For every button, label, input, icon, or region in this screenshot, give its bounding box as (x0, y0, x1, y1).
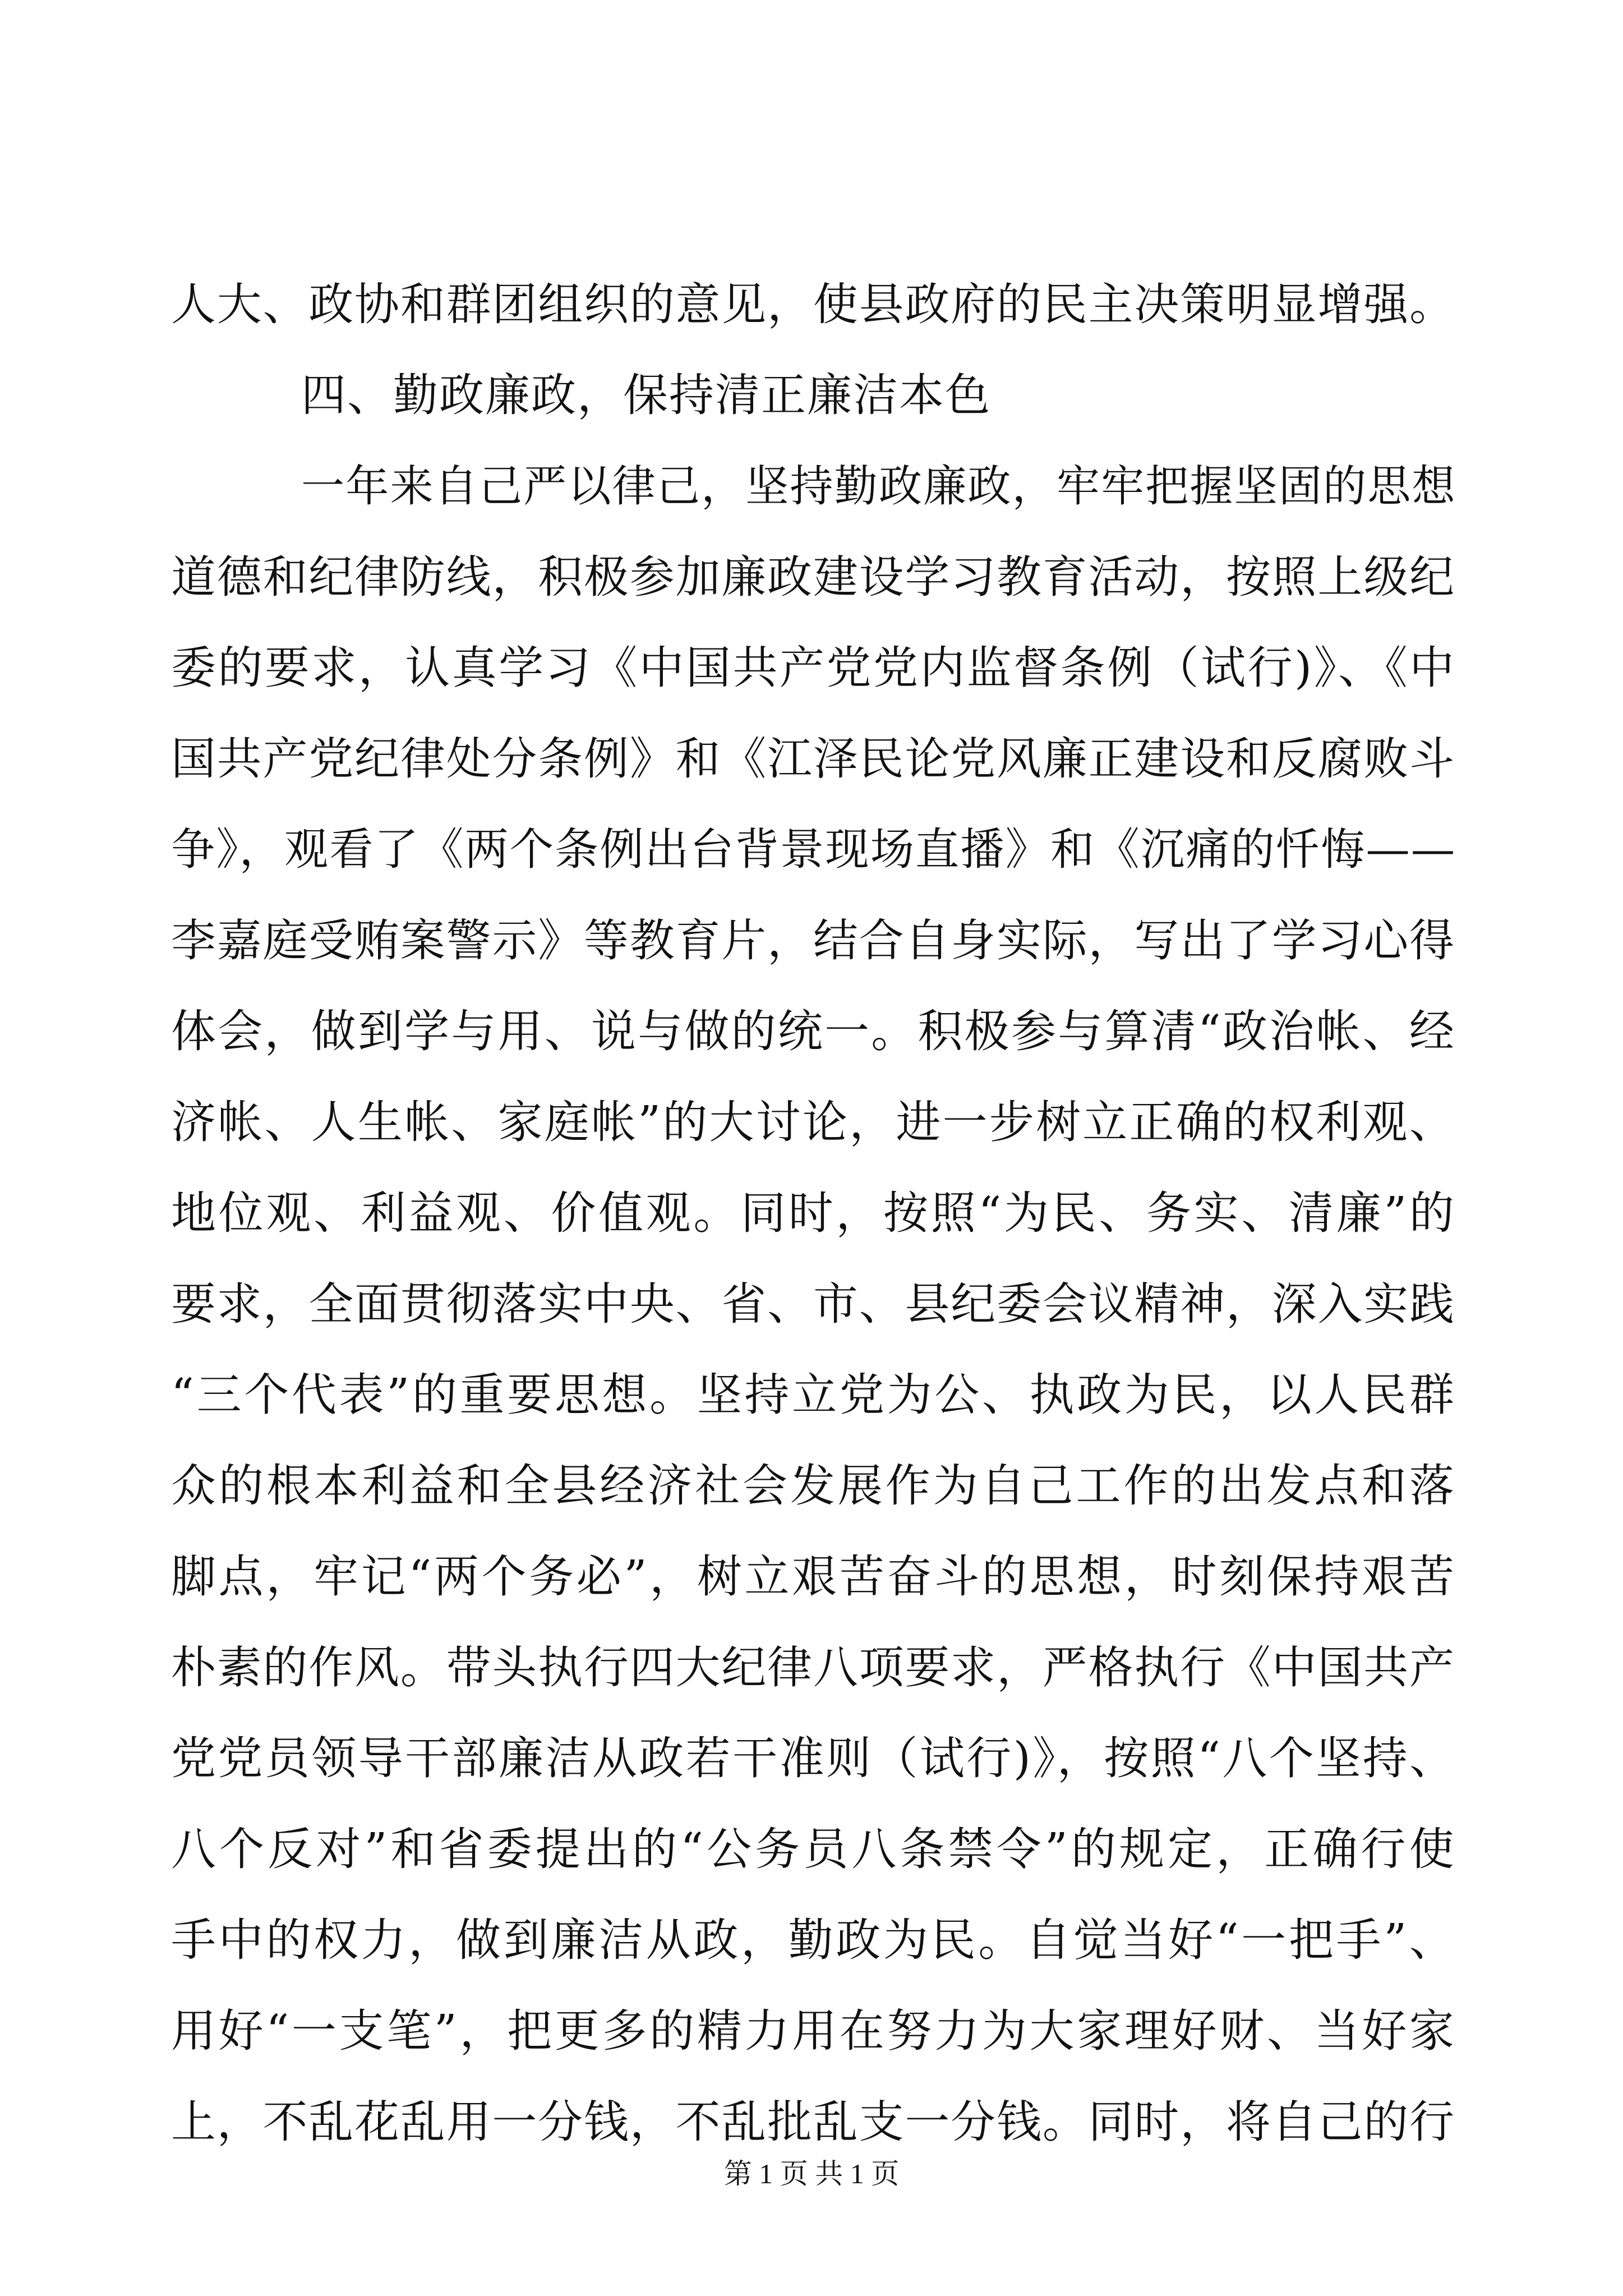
text-line: 体会，做到学与用、说与做的统一。积极参与算清“政治帐、经 (171, 1005, 1456, 1057)
text-line: 用好“一支笔”，把更多的精力用在努力为大家理好财、当好家 (171, 2005, 1457, 2057)
text-line: 手中的权力，做到廉洁从政，勤政为民。自觉当好“一把手”、 (171, 1914, 1457, 1966)
document-body (171, 259, 1458, 2168)
text-line: 朴素的作风。带头执行四大纪律八项要求，严格执行《中国共产 (171, 1641, 1455, 1694)
text-line: 争》，观看了《两个条例出台背景现场直播》和《沉痛的忏悔—— (171, 824, 1456, 875)
text-line: 人大、政协和群团组织的意见，使县政府的民主决策明显增强。 (171, 278, 1455, 330)
text-line: 李嘉庭受贿案警示》等教育片，结合自身实际，写出了学习心得 (171, 914, 1455, 967)
text-line: “三个代表”的重要思想。坚持立党为公、执政为民，以人民群 (171, 1369, 1457, 1421)
text-line: 脚点，牢记“两个务必”，树立艰苦奋斗的思想，时刻保持艰苦 (171, 1550, 1457, 1603)
text-line: 委的要求，认真学习《中国共产党党内监督条例（试行)》、《中 (171, 642, 1456, 694)
text-line: 众的根本利益和全县经济社会发展作为自己工作的出发点和落 (171, 1460, 1457, 1512)
text-line: 国共产党纪律处分条例》和《江泽民论党风廉正建设和反腐败斗 (171, 733, 1455, 785)
text-line: 要求，全面贯彻落实中央、省、市、县纪委会议精神，深入实践 (171, 1278, 1455, 1330)
text-line: 上，不乱花乱用一分钱，不乱批乱支一分钱。同时，将自己的行 (171, 2096, 1455, 2148)
text-line: 济帐、人生帐、家庭帐”的大讨论，进一步树立正确的权利观、 (171, 1096, 1456, 1148)
text-line: 地位观、利益观、价值观。同时，按照“为民、务实、清廉”的 (171, 1187, 1457, 1239)
text-line: 八个反对”和省委提出的“公务员八条禁令”的规定，正确行使 (171, 1823, 1458, 1875)
page-footer: 第 1 页 共 1 页 (723, 2158, 900, 2189)
text-line: 四、勤政廉政，保持清正廉洁本色 (301, 369, 991, 421)
text-line: 道德和纪律防线，积极参加廉政建设学习教育活动，按照上级纪 (171, 551, 1455, 603)
text-line: 一年来自己严以律己，坚持勤政廉政，牢牢把握坚固的思想 (301, 461, 1456, 512)
text-line: 党党员领导干部廉洁从政若干准则（试行)》，按照“八个坚持、 (171, 1732, 1456, 1784)
